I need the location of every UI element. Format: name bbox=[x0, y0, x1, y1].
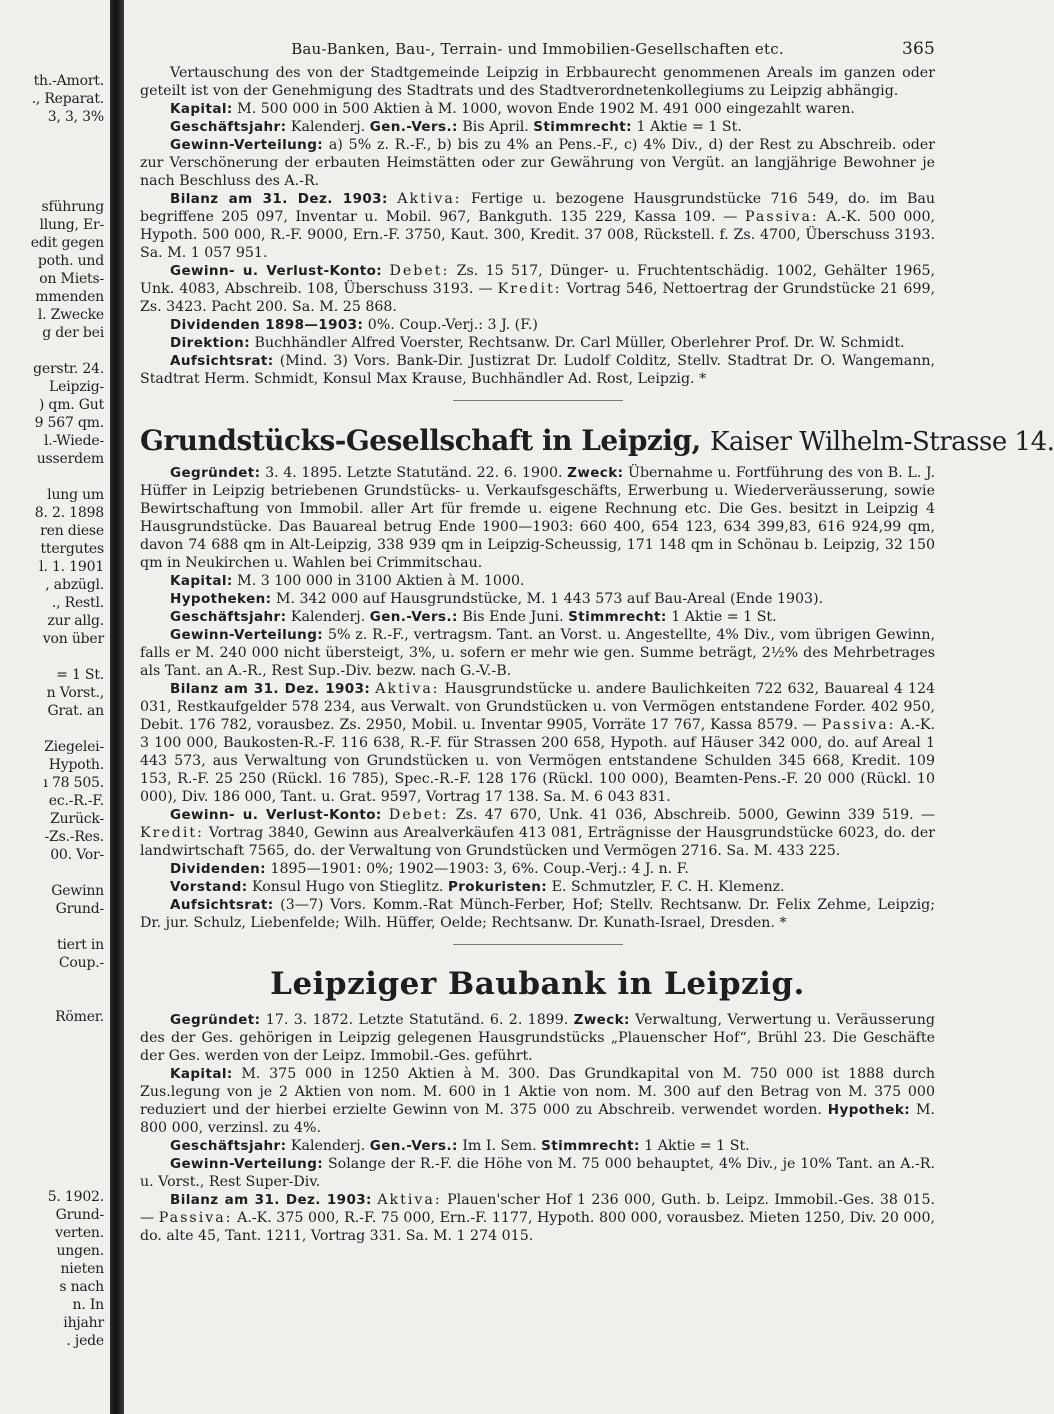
gutter-text-line: 5. 1902. bbox=[47, 1189, 104, 1205]
page-number: 365 bbox=[901, 39, 935, 59]
s2-geschaeftsjahr: Geschäftsjahr: Kalenderj. Gen.-Vers.: Bis Ende Juni. Stimmrecht: 1 Aktie = 1 St. bbox=[170, 609, 777, 625]
s2-aufsichtsrat: Aufsichtsrat: (3—7) Vors. Komm.-Rat Münch-Ferber, Hof; Stellv. Rechtsanw. Dr. Felix Zehme, Leipzig; Dr. jur. Schulz, Liebenfelde; Wilh. Hüffer, Oelde; Rechtsanw. Dr. Kunath-Israel, Dresden. * bbox=[140, 897, 935, 931]
gutter-text-line: nieten bbox=[60, 1261, 104, 1277]
gutter-text-line: th.-Amort. bbox=[33, 73, 104, 89]
section-divider bbox=[453, 944, 623, 945]
s1-geschaeftsjahr: Geschäftsjahr: Kalenderj. Gen.-Vers.: Bis April. Stimmrecht: 1 Aktie = 1 St. bbox=[170, 119, 742, 135]
running-head bbox=[140, 40, 935, 64]
s2-gewinn-verteilung: Gewinn-Verteilung: 5% z. R.-F., vertragsm. Tant. an Vorst. u. Angestellte, 4% Div., vom übrigen Gewinn, falls er M. 240 000 nicht übersteigt, 3%, u. sofern er mehr wie gen. Summe beträgt, 2½% des Mehrbetrages als Tant. an A.-R., Rest Sup.-Div. bezw. nach G.-V.-B. bbox=[140, 627, 936, 679]
gutter-text-line: Grund- bbox=[55, 901, 104, 917]
gutter-text-line: Grund- bbox=[55, 1207, 104, 1223]
gutter-text-line: verten. bbox=[55, 1225, 104, 1241]
gutter-text-line: 8. 2. 1898 bbox=[34, 505, 104, 521]
left-page-gutter bbox=[0, 0, 108, 1414]
gutter-text-line: ., Reparat. bbox=[31, 91, 104, 107]
s2-kapital: Kapital: M. 3 100 000 in 3100 Aktien à M. 1000. bbox=[170, 573, 525, 589]
gutter-text-line: n Vorst., bbox=[46, 685, 104, 701]
gutter-text-line: lung um bbox=[47, 487, 104, 503]
gutter-text-line: ., Restl. bbox=[51, 595, 104, 611]
s2-gegruendet: Gegründet: 3. 4. 1895. Letzte Statutänd. 22. 6. 1900. Zweck: Übernahme u. Fortführung des von B. L. J. Hüffer in Leipzig betriebenen Grundstücks- u. Verkaufsgeschäfts, Erwerbung u. Wiederveräusserung, sowie Bewirtschaftung von Immobil. aller Art für fremde u. eigene Rechnung etc. Die Ges. besitzt in Leipzig 4 Hausgrundstücke. Das Bauareal betrug Ende 1900—1903: 660 400, 654 123, 634 399,83, 616 924,99 qm, davon 74 688 qm in Alt-Leipzig, 338 939 qm in Leipzig-Scheussig, 171 148 qm in Schönau b. Leipzig, 32 150 qm in Neukirchen u. Wahlen bei Crimmitschau. bbox=[140, 465, 935, 571]
page-binding-shadow bbox=[110, 0, 124, 1414]
gutter-text-line: Zurück- bbox=[50, 811, 104, 827]
page-body bbox=[140, 39, 1054, 1245]
gutter-text-line: poth. und bbox=[37, 253, 104, 269]
gutter-text-line: g der bei bbox=[42, 325, 104, 341]
s3-gegruendet: Gegründet: 17. 3. 1872. Letzte Statutänd. 6. 2. 1899. Zweck: Verwaltung, Verwertung u. Veräusserung des der Ges. gehörigen in Leipzig gelegenen Hausgrundstücks „Plauenscher Hof“, Brühl 23. Die Geschäfte der Ges. werden von der Leipz. Immobil.-Ges. geführt. bbox=[140, 1012, 935, 1064]
gutter-text-line: Ziegelei- bbox=[44, 739, 104, 755]
s3-bilanz: Bilanz am 31. Dez. 1903: Aktiva: Plauen'scher Hof 1 236 000, Guth. b. Leipz. Immobil.-Ges. 38 015. — Passiva: A.-K. 375 000, R.-F. 75 000, Ern.-F. 1177, Hypoth. 800 000, vorausbez. Mieten 1250, Div. 20 000, do. alte 45, Tant. 1211, Vortrag 331. Sa. M. 1 274 015. bbox=[140, 1192, 935, 1244]
gutter-text-line: mmenden bbox=[35, 289, 104, 305]
gutter-text-line: ec.-R.-F. bbox=[48, 793, 104, 809]
gutter-text-line: ) qm. Gut bbox=[38, 397, 104, 413]
s2-vorstand: Vorstand: Konsul Hugo von Stieglitz. Prokuristen: E. Schmutzler, F. C. H. Klemenz. bbox=[170, 879, 785, 895]
gutter-text-line: on Miets- bbox=[39, 271, 104, 287]
running-head-title: Bau-Banken, Bau-, Terrain- und Immobilien-Gesellschaften etc. bbox=[291, 40, 784, 58]
s2-bilanz: Bilanz am 31. Dez. 1903: Aktiva: Hausgrundstücke u. andere Baulichkeiten 722 632, Bauareal 4 124 031, Restkaufgelder 578 234, aus Verwalt. von Grundstücken u. von Vermögen entstandene Forder. 402 950, Debit. 176 782, vorausbez. Zs. 2950, Mobil. u. Inventar 9905, Vorräte 17 767, Kassa 8579. — Passiva: A.-K. 3 100 000, Baukosten-R.-F. 116 638, R.-F. für Strassen 200 658, Hypoth. auf Häuser 342 000, do. auf Areal 1 443 573, aus Verwaltung von Grundstücken u. von Vermögen entstandene Schulden 345 668, Kredit. 109 153, R.-F. 25 250 (Rückl. 16 785), Spec.-R.-F. 128 176 (Rückl. 100 000), Beamten-Pens.-F. 20 000 (Rückl. 10 000), Div. 186 000, Tant. u. Grat. 9597, Vortrag 17 138. Sa. M. 6 043 831. bbox=[140, 681, 936, 805]
gutter-text-line: ttergutes bbox=[40, 541, 104, 557]
s2-gewinn-verlust: Gewinn- u. Verlust-Konto: Debet: Zs. 47 670, Unk. 41 036, Abschreib. 5000, Gewinn 339 519. — Kredit: Vortrag 3840, Gewinn aus Arealverkäufen 413 081, Erträgnisse der Hausgrundstücke 6023, do. der landwirtschaft 7565, do. der Verwaltung von Grundstücken und Vermögen 2716. Sa. M. 433 225. bbox=[140, 807, 936, 859]
gutter-text-line: Coup.- bbox=[58, 955, 104, 971]
gutter-text-line: Leipzig- bbox=[49, 379, 104, 395]
gutter-text-line: . jede bbox=[66, 1333, 104, 1349]
s1-bilanz: Bilanz am 31. Dez. 1903: Aktiva: Fertige u. bezogene Hausgrundstücke 716 549, do. im Bau begriffene 205 097, Inventar u. Mobil. 967, Bankguth. 135 229, Kassa 109. — Passiva: A.-K. 500 000, Hypoth. 500 000, R.-F. 9000, Ern.-F. 3750, Kaut. 300, Kredit. 37 008, Rückstell. f. Zs. 4700, Überschuss 3193. Sa. M. 1 057 951. bbox=[140, 191, 935, 261]
gutter-text-line: l.-Wiede- bbox=[44, 433, 104, 449]
s3-gewinn-verteilung: Gewinn-Verteilung: Solange der R.-F. die Höhe von M. 75 000 behauptet, 4% Div., je 10% Tant. an A.-R. u. Vorst., Rest Super-Div. bbox=[140, 1156, 935, 1190]
gutter-text-line: Gewinn bbox=[51, 883, 104, 899]
s1-gewinn-verteilung: Gewinn-Verteilung: a) 5% z. R.-F., b) bis zu 4% an Pens.-F., c) 4% Div., d) der Rest zu Abschreib. oder zur Verschönerung der erbauten Heimstätten oder zur Gewährung von Vergüt. an langjährige Bewohner je nach Beschluss des A.-R. bbox=[140, 137, 935, 189]
gutter-text-line: l. Zwecke bbox=[37, 307, 104, 323]
gutter-text-line: n. In bbox=[72, 1297, 104, 1313]
gutter-text-line: , abzügl. bbox=[45, 577, 104, 593]
gutter-text-line: ungen. bbox=[56, 1243, 104, 1259]
gutter-text-line: zur allg. bbox=[47, 613, 104, 629]
gutter-text-line: Grat. an bbox=[47, 703, 104, 719]
s2-dividenden: Dividenden: 1895—1901: 0%; 1902—1903: 3, 6%. Coup.-Verj.: 4 J. n. F. bbox=[170, 861, 689, 877]
s2-hypotheken: Hypotheken: M. 342 000 auf Hausgrundstücke, M. 1 443 573 auf Bau-Areal (Ende 1903). bbox=[170, 591, 824, 607]
gutter-text-line: tiert in bbox=[56, 937, 104, 953]
s1-intro: Vertauschung des von der Stadtgemeinde Leipzig in Erbbaurecht genommenen Areals im ganzen oder geteilt ist von der Genehmigung des Stadtrats und des Stadtverordnetenkollegiums zu Leipzig abhängig. bbox=[140, 65, 935, 99]
s3-kapital: Kapital: M. 375 000 in 1250 Aktien à M. 300. Das Grundkapital von M. 750 000 ist 1888 durch Zus.legung von je 2 Aktien von nom. M. 600 in 1 Aktie von nom. M. 300 auf den Betrag von M. 375 000 reduziert und der hierbei erzielte Gewinn von M. 375 000 zu Abschreib. verwendet worden. Hypothek: M. 800 000, verzinsl. zu 4%. bbox=[140, 1066, 936, 1136]
gutter-text-line: ihjahr bbox=[63, 1315, 104, 1331]
gutter-text-line: von über bbox=[42, 631, 104, 647]
s1-aufsichtsrat: Aufsichtsrat: (Mind. 3) Vors. Bank-Dir. Justizrat Dr. Ludolf Colditz, Stellv. Stadtrat Dr. O. Wangemann, Stadtrat Herm. Schmidt, Konsul Max Krause, Buchhändler Ad. Rost, Leipzig. * bbox=[140, 353, 935, 387]
gutter-text-line: sführung bbox=[41, 199, 104, 215]
s3-geschaeftsjahr: Geschäftsjahr: Kalenderj. Gen.-Vers.: Im I. Sem. Stimmrecht: 1 Aktie = 1 St. bbox=[170, 1138, 750, 1154]
s1-kapital: Kapital: M. 500 000 in 500 Aktien à M. 1000, wovon Ende 1902 M. 491 000 eingezahlt waren. bbox=[170, 101, 855, 117]
s1-dividenden: Dividenden 1898—1903: 0%. Coup.-Verj.: 3 J. (F.) bbox=[170, 317, 538, 333]
s3-title: Leipziger Baubank in Leipzig. bbox=[270, 966, 805, 1002]
s2-title: Grundstücks-Gesellschaft in Leipzig, Kaiser Wilhelm-Strasse 14. bbox=[140, 424, 1054, 457]
gutter-text-line: gerstr. 24. bbox=[33, 361, 104, 377]
s1-direktion: Direktion: Buchhändler Alfred Voerster, Rechtsanw. Dr. Carl Müller, Oberlehrer Prof. Dr. W. Schmidt. bbox=[170, 335, 905, 351]
gutter-text-line: 9 567 qm. bbox=[34, 415, 104, 431]
gutter-text-line: -Zs.-Res. bbox=[44, 829, 104, 845]
section-divider bbox=[453, 400, 623, 401]
gutter-text-line: ı 78 505. bbox=[43, 775, 104, 791]
gutter-text-line: edit gegen bbox=[30, 235, 104, 251]
gutter-text-line: 00. Vor- bbox=[50, 847, 104, 863]
gutter-text-line: 3, 3, 3% bbox=[47, 109, 104, 125]
gutter-text-line: = 1 St. bbox=[56, 667, 104, 683]
gutter-text-line: usserdem bbox=[36, 451, 104, 467]
gutter-text-line: Römer. bbox=[55, 1009, 104, 1025]
gutter-text-line: llung, Er- bbox=[39, 217, 104, 233]
gutter-text-line: Hypoth. bbox=[48, 757, 104, 773]
gutter-text-line: ren diese bbox=[40, 523, 104, 539]
gutter-text-line: l. 1. 1901 bbox=[39, 559, 104, 575]
gutter-text-line: s nach bbox=[59, 1279, 104, 1295]
s1-gewinn-verlust: Gewinn- u. Verlust-Konto: Debet: Zs. 15 517, Dünger- u. Fruchtentschädig. 1002, Gehälter 1965, Unk. 4083, Abschreib. 108, Überschuss 3193. — Kredit: Vortrag 546, Nettoertrag der Grundstücke 21 699, Zs. 3423. Pacht 200. Sa. M. 25 868. bbox=[140, 263, 936, 315]
